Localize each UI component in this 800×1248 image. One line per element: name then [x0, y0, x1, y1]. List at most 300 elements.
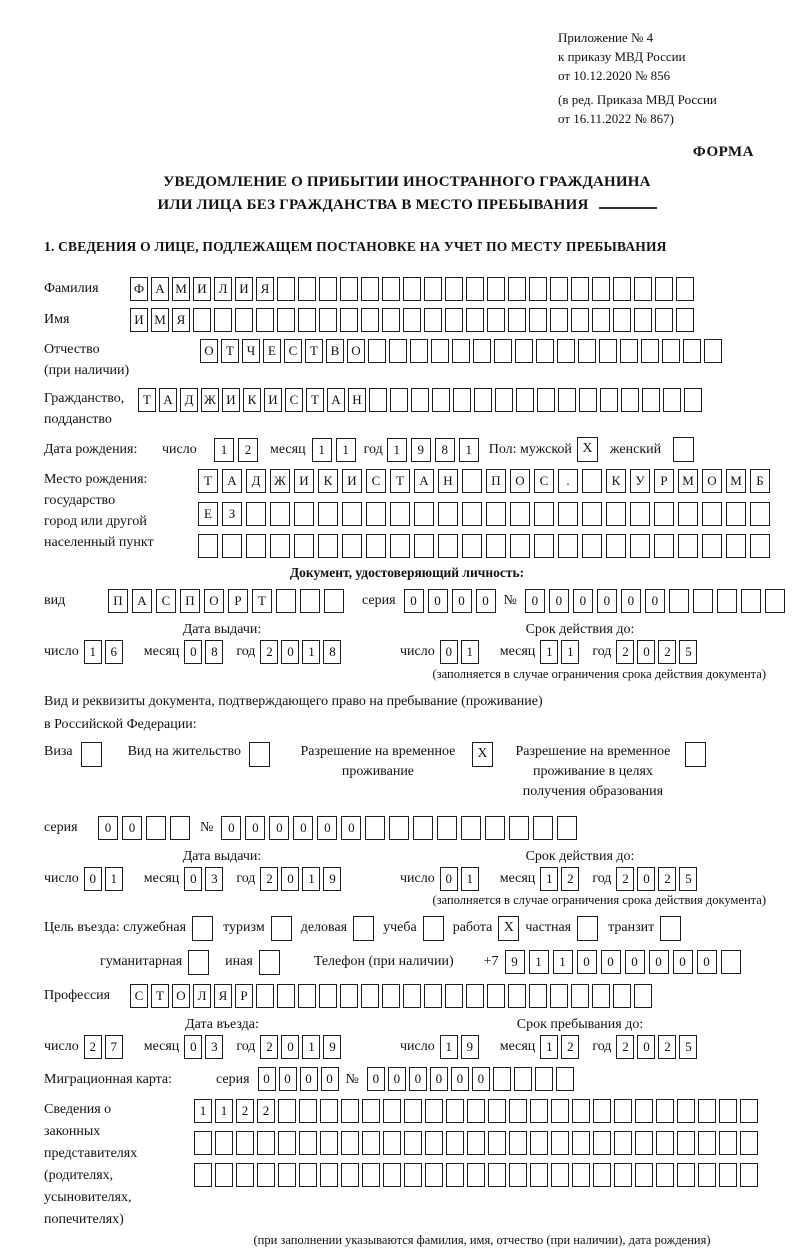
- char-cell[interactable]: 1: [561, 640, 579, 664]
- char-cell[interactable]: 2: [260, 1035, 278, 1059]
- char-cell[interactable]: М: [726, 469, 746, 493]
- char-cell[interactable]: [294, 502, 314, 526]
- char-cell[interactable]: Н: [348, 388, 366, 412]
- char-cell[interactable]: 0: [430, 1067, 448, 1091]
- char-cell[interactable]: [404, 1163, 422, 1187]
- char-cell[interactable]: 8: [205, 640, 223, 664]
- char-cell[interactable]: 7: [105, 1035, 123, 1059]
- char-cell[interactable]: [320, 1099, 338, 1123]
- char-cell[interactable]: [654, 534, 674, 558]
- char-cell[interactable]: [235, 308, 253, 332]
- char-cell[interactable]: [495, 388, 513, 412]
- char-cell[interactable]: [572, 1099, 590, 1123]
- char-cell[interactable]: 2: [658, 1035, 676, 1059]
- char-cell[interactable]: [676, 277, 694, 301]
- char-cell[interactable]: Е: [198, 502, 218, 526]
- char-cell[interactable]: [509, 816, 529, 840]
- char-cell[interactable]: 0: [649, 950, 669, 974]
- char-cell[interactable]: Т: [138, 388, 156, 412]
- char-cell[interactable]: [719, 1163, 737, 1187]
- char-cell[interactable]: [693, 589, 713, 613]
- char-cell[interactable]: 8: [435, 438, 455, 462]
- char-cell[interactable]: Л: [193, 984, 211, 1008]
- char-cell[interactable]: [270, 534, 290, 558]
- checkbox-work[interactable]: X: [498, 916, 519, 941]
- char-cell[interactable]: У: [630, 469, 650, 493]
- char-cell[interactable]: [558, 502, 578, 526]
- char-cell[interactable]: С: [130, 984, 148, 1008]
- char-cell[interactable]: [246, 502, 266, 526]
- checkbox-male[interactable]: X: [577, 437, 598, 462]
- char-cell[interactable]: [424, 984, 442, 1008]
- char-cell[interactable]: 1: [459, 438, 479, 462]
- char-cell[interactable]: [215, 1163, 233, 1187]
- char-cell[interactable]: [509, 1163, 527, 1187]
- char-cell[interactable]: 0: [697, 950, 717, 974]
- char-cell[interactable]: [446, 1163, 464, 1187]
- char-cell[interactable]: И: [342, 469, 362, 493]
- char-cell[interactable]: И: [235, 277, 253, 301]
- char-cell[interactable]: [678, 534, 698, 558]
- char-cell[interactable]: П: [180, 589, 200, 613]
- char-cell[interactable]: [656, 1163, 674, 1187]
- char-cell[interactable]: Д: [180, 388, 198, 412]
- char-cell[interactable]: 5: [679, 1035, 697, 1059]
- char-cell[interactable]: 9: [461, 1035, 479, 1059]
- char-cell[interactable]: [702, 534, 722, 558]
- char-cell[interactable]: О: [510, 469, 530, 493]
- char-cell[interactable]: 0: [388, 1067, 406, 1091]
- checkbox-female[interactable]: [673, 437, 694, 462]
- char-cell[interactable]: 1: [302, 640, 320, 664]
- char-cell[interactable]: [382, 984, 400, 1008]
- char-cell[interactable]: [535, 1067, 553, 1091]
- char-cell[interactable]: [572, 1163, 590, 1187]
- char-cell[interactable]: [551, 1163, 569, 1187]
- char-cell[interactable]: 0: [321, 1067, 339, 1091]
- char-cell[interactable]: 2: [84, 1035, 102, 1059]
- char-cell[interactable]: 2: [658, 640, 676, 664]
- char-cell[interactable]: [365, 816, 385, 840]
- char-cell[interactable]: [487, 984, 505, 1008]
- char-cell[interactable]: [461, 816, 481, 840]
- char-cell[interactable]: 8: [323, 640, 341, 664]
- char-cell[interactable]: 1: [312, 438, 332, 462]
- char-cell[interactable]: [298, 277, 316, 301]
- char-cell[interactable]: 1: [194, 1099, 212, 1123]
- checkbox-official[interactable]: [192, 916, 213, 941]
- char-cell[interactable]: [740, 1099, 758, 1123]
- char-cell[interactable]: С: [534, 469, 554, 493]
- char-cell[interactable]: [558, 388, 576, 412]
- char-cell[interactable]: 0: [549, 589, 569, 613]
- char-cell[interactable]: [515, 339, 533, 363]
- char-cell[interactable]: Н: [438, 469, 458, 493]
- char-cell[interactable]: О: [347, 339, 365, 363]
- checkbox-humanitarian[interactable]: [188, 950, 209, 975]
- char-cell[interactable]: [466, 984, 484, 1008]
- char-cell[interactable]: [403, 277, 421, 301]
- char-cell[interactable]: [557, 816, 577, 840]
- char-cell[interactable]: Т: [221, 339, 239, 363]
- char-cell[interactable]: [432, 388, 450, 412]
- char-cell[interactable]: 2: [616, 867, 634, 891]
- char-cell[interactable]: [403, 308, 421, 332]
- char-cell[interactable]: Т: [390, 469, 410, 493]
- char-cell[interactable]: [487, 277, 505, 301]
- char-cell[interactable]: Ж: [270, 469, 290, 493]
- char-cell[interactable]: [614, 1131, 632, 1155]
- char-cell[interactable]: [614, 1163, 632, 1187]
- char-cell[interactable]: 1: [553, 950, 573, 974]
- char-cell[interactable]: Л: [214, 277, 232, 301]
- char-cell[interactable]: [382, 308, 400, 332]
- char-cell[interactable]: [656, 1099, 674, 1123]
- char-cell[interactable]: О: [200, 339, 218, 363]
- char-cell[interactable]: 0: [621, 589, 641, 613]
- checkbox-edu-permit[interactable]: [685, 742, 706, 767]
- char-cell[interactable]: [606, 534, 626, 558]
- char-cell[interactable]: [677, 1163, 695, 1187]
- char-cell[interactable]: [621, 388, 639, 412]
- char-cell[interactable]: [424, 308, 442, 332]
- char-cell[interactable]: А: [327, 388, 345, 412]
- checkbox-study[interactable]: [423, 916, 444, 941]
- char-cell[interactable]: [494, 339, 512, 363]
- char-cell[interactable]: 2: [616, 640, 634, 664]
- char-cell[interactable]: [740, 1131, 758, 1155]
- char-cell[interactable]: [529, 984, 547, 1008]
- char-cell[interactable]: 0: [269, 816, 289, 840]
- char-cell[interactable]: [613, 277, 631, 301]
- char-cell[interactable]: 0: [440, 867, 458, 891]
- char-cell[interactable]: [508, 308, 526, 332]
- char-cell[interactable]: [698, 1163, 716, 1187]
- char-cell[interactable]: [278, 1099, 296, 1123]
- checkbox-residence-permit[interactable]: [249, 742, 270, 767]
- char-cell[interactable]: 1: [302, 1035, 320, 1059]
- char-cell[interactable]: [558, 534, 578, 558]
- char-cell[interactable]: М: [678, 469, 698, 493]
- char-cell[interactable]: 0: [281, 867, 299, 891]
- char-cell[interactable]: 0: [673, 950, 693, 974]
- char-cell[interactable]: [537, 388, 555, 412]
- char-cell[interactable]: [529, 308, 547, 332]
- char-cell[interactable]: [170, 816, 190, 840]
- char-cell[interactable]: 2: [236, 1099, 254, 1123]
- char-cell[interactable]: [509, 1131, 527, 1155]
- char-cell[interactable]: [488, 1163, 506, 1187]
- char-cell[interactable]: О: [204, 589, 224, 613]
- char-cell[interactable]: 0: [281, 640, 299, 664]
- char-cell[interactable]: [634, 308, 652, 332]
- checkbox-visa[interactable]: [81, 742, 102, 767]
- char-cell[interactable]: [236, 1163, 254, 1187]
- char-cell[interactable]: 0: [281, 1035, 299, 1059]
- char-cell[interactable]: 0: [451, 1067, 469, 1091]
- char-cell[interactable]: Т: [252, 589, 272, 613]
- char-cell[interactable]: 2: [561, 1035, 579, 1059]
- char-cell[interactable]: [719, 1131, 737, 1155]
- char-cell[interactable]: [509, 1099, 527, 1123]
- char-cell[interactable]: А: [151, 277, 169, 301]
- char-cell[interactable]: [341, 1131, 359, 1155]
- char-cell[interactable]: 2: [616, 1035, 634, 1059]
- char-cell[interactable]: [698, 1131, 716, 1155]
- char-cell[interactable]: [600, 388, 618, 412]
- char-cell[interactable]: [530, 1163, 548, 1187]
- char-cell[interactable]: 5: [679, 867, 697, 891]
- char-cell[interactable]: [630, 502, 650, 526]
- char-cell[interactable]: 0: [440, 640, 458, 664]
- char-cell[interactable]: 9: [411, 438, 431, 462]
- char-cell[interactable]: В: [326, 339, 344, 363]
- char-cell[interactable]: [510, 534, 530, 558]
- char-cell[interactable]: [257, 1131, 275, 1155]
- char-cell[interactable]: 2: [257, 1099, 275, 1123]
- char-cell[interactable]: [534, 502, 554, 526]
- char-cell[interactable]: [404, 1131, 422, 1155]
- char-cell[interactable]: [467, 1163, 485, 1187]
- char-cell[interactable]: 2: [260, 867, 278, 891]
- char-cell[interactable]: [318, 502, 338, 526]
- char-cell[interactable]: [493, 1067, 511, 1091]
- char-cell[interactable]: Е: [263, 339, 281, 363]
- char-cell[interactable]: 5: [679, 640, 697, 664]
- char-cell[interactable]: [341, 1099, 359, 1123]
- char-cell[interactable]: [270, 502, 290, 526]
- char-cell[interactable]: [198, 534, 218, 558]
- char-cell[interactable]: [654, 502, 674, 526]
- char-cell[interactable]: [257, 1163, 275, 1187]
- char-cell[interactable]: [362, 1099, 380, 1123]
- char-cell[interactable]: [593, 1163, 611, 1187]
- char-cell[interactable]: [536, 339, 554, 363]
- char-cell[interactable]: 0: [404, 589, 424, 613]
- char-cell[interactable]: [620, 339, 638, 363]
- char-cell[interactable]: [550, 308, 568, 332]
- char-cell[interactable]: [765, 589, 785, 613]
- char-cell[interactable]: [467, 1131, 485, 1155]
- char-cell[interactable]: [641, 339, 659, 363]
- char-cell[interactable]: [642, 388, 660, 412]
- char-cell[interactable]: 0: [317, 816, 337, 840]
- char-cell[interactable]: 0: [341, 816, 361, 840]
- char-cell[interactable]: [669, 589, 689, 613]
- char-cell[interactable]: [462, 469, 482, 493]
- char-cell[interactable]: С: [156, 589, 176, 613]
- char-cell[interactable]: А: [132, 589, 152, 613]
- char-cell[interactable]: [462, 534, 482, 558]
- char-cell[interactable]: О: [172, 984, 190, 1008]
- char-cell[interactable]: Р: [228, 589, 248, 613]
- char-cell[interactable]: Т: [151, 984, 169, 1008]
- char-cell[interactable]: [366, 534, 386, 558]
- char-cell[interactable]: [369, 388, 387, 412]
- char-cell[interactable]: [215, 1131, 233, 1155]
- char-cell[interactable]: [390, 502, 410, 526]
- char-cell[interactable]: [319, 277, 337, 301]
- char-cell[interactable]: [514, 1067, 532, 1091]
- char-cell[interactable]: Ф: [130, 277, 148, 301]
- char-cell[interactable]: [194, 1131, 212, 1155]
- checkbox-transit[interactable]: [660, 916, 681, 941]
- char-cell[interactable]: 0: [577, 950, 597, 974]
- char-cell[interactable]: [383, 1163, 401, 1187]
- char-cell[interactable]: [698, 1099, 716, 1123]
- char-cell[interactable]: [635, 1163, 653, 1187]
- char-cell[interactable]: [550, 277, 568, 301]
- char-cell[interactable]: [277, 984, 295, 1008]
- char-cell[interactable]: [704, 339, 722, 363]
- checkbox-temp-permit[interactable]: X: [472, 742, 493, 767]
- char-cell[interactable]: [614, 1099, 632, 1123]
- char-cell[interactable]: [717, 589, 737, 613]
- char-cell[interactable]: [599, 339, 617, 363]
- char-cell[interactable]: [146, 816, 166, 840]
- char-cell[interactable]: 0: [645, 589, 665, 613]
- char-cell[interactable]: 1: [540, 867, 558, 891]
- char-cell[interactable]: 0: [122, 816, 142, 840]
- char-cell[interactable]: [214, 308, 232, 332]
- char-cell[interactable]: [431, 339, 449, 363]
- char-cell[interactable]: 0: [300, 1067, 318, 1091]
- char-cell[interactable]: [278, 1131, 296, 1155]
- char-cell[interactable]: [473, 339, 491, 363]
- char-cell[interactable]: [556, 1067, 574, 1091]
- char-cell[interactable]: [529, 277, 547, 301]
- char-cell[interactable]: [488, 1131, 506, 1155]
- char-cell[interactable]: [222, 534, 242, 558]
- char-cell[interactable]: [446, 1131, 464, 1155]
- char-cell[interactable]: Т: [305, 339, 323, 363]
- char-cell[interactable]: [663, 388, 681, 412]
- char-cell[interactable]: [750, 502, 770, 526]
- char-cell[interactable]: [299, 1163, 317, 1187]
- char-cell[interactable]: [340, 984, 358, 1008]
- checkbox-business[interactable]: [353, 916, 374, 941]
- char-cell[interactable]: 1: [440, 1035, 458, 1059]
- char-cell[interactable]: [582, 502, 602, 526]
- char-cell[interactable]: [593, 1131, 611, 1155]
- char-cell[interactable]: [298, 984, 316, 1008]
- char-cell[interactable]: 0: [184, 1035, 202, 1059]
- char-cell[interactable]: [324, 589, 344, 613]
- char-cell[interactable]: [516, 388, 534, 412]
- char-cell[interactable]: [486, 534, 506, 558]
- char-cell[interactable]: [719, 1099, 737, 1123]
- char-cell[interactable]: Я: [256, 277, 274, 301]
- char-cell[interactable]: С: [284, 339, 302, 363]
- char-cell[interactable]: [361, 308, 379, 332]
- char-cell[interactable]: [193, 308, 211, 332]
- char-cell[interactable]: [655, 277, 673, 301]
- char-cell[interactable]: [557, 339, 575, 363]
- char-cell[interactable]: 1: [302, 867, 320, 891]
- char-cell[interactable]: [446, 1099, 464, 1123]
- char-cell[interactable]: [508, 984, 526, 1008]
- char-cell[interactable]: 0: [98, 816, 118, 840]
- char-cell[interactable]: 1: [540, 640, 558, 664]
- char-cell[interactable]: Д: [246, 469, 266, 493]
- char-cell[interactable]: [582, 469, 602, 493]
- char-cell[interactable]: 1: [540, 1035, 558, 1059]
- char-cell[interactable]: [438, 502, 458, 526]
- char-cell[interactable]: Т: [306, 388, 324, 412]
- char-cell[interactable]: [684, 388, 702, 412]
- char-cell[interactable]: [634, 277, 652, 301]
- checkbox-private[interactable]: [577, 916, 598, 941]
- char-cell[interactable]: К: [606, 469, 626, 493]
- char-cell[interactable]: [414, 534, 434, 558]
- char-cell[interactable]: И: [130, 308, 148, 332]
- char-cell[interactable]: [508, 277, 526, 301]
- char-cell[interactable]: [403, 984, 421, 1008]
- char-cell[interactable]: [462, 502, 482, 526]
- char-cell[interactable]: [256, 308, 274, 332]
- char-cell[interactable]: 0: [184, 640, 202, 664]
- char-cell[interactable]: [485, 816, 505, 840]
- char-cell[interactable]: [551, 1131, 569, 1155]
- char-cell[interactable]: [677, 1131, 695, 1155]
- char-cell[interactable]: [474, 388, 492, 412]
- char-cell[interactable]: П: [486, 469, 506, 493]
- char-cell[interactable]: [246, 534, 266, 558]
- char-cell[interactable]: [342, 534, 362, 558]
- char-cell[interactable]: И: [222, 388, 240, 412]
- char-cell[interactable]: 0: [637, 867, 655, 891]
- char-cell[interactable]: [411, 388, 429, 412]
- char-cell[interactable]: [579, 388, 597, 412]
- char-cell[interactable]: [726, 534, 746, 558]
- char-cell[interactable]: [488, 1099, 506, 1123]
- char-cell[interactable]: [634, 984, 652, 1008]
- char-cell[interactable]: [550, 984, 568, 1008]
- char-cell[interactable]: [425, 1131, 443, 1155]
- char-cell[interactable]: [368, 339, 386, 363]
- char-cell[interactable]: 0: [597, 589, 617, 613]
- char-cell[interactable]: [662, 339, 680, 363]
- char-cell[interactable]: [530, 1131, 548, 1155]
- char-cell[interactable]: [571, 308, 589, 332]
- char-cell[interactable]: [366, 502, 386, 526]
- char-cell[interactable]: [256, 984, 274, 1008]
- char-cell[interactable]: 0: [367, 1067, 385, 1091]
- char-cell[interactable]: [300, 589, 320, 613]
- char-cell[interactable]: К: [318, 469, 338, 493]
- char-cell[interactable]: 2: [260, 640, 278, 664]
- char-cell[interactable]: З: [222, 502, 242, 526]
- char-cell[interactable]: [606, 502, 626, 526]
- char-cell[interactable]: А: [159, 388, 177, 412]
- char-cell[interactable]: [424, 277, 442, 301]
- char-cell[interactable]: 0: [525, 589, 545, 613]
- char-cell[interactable]: [533, 816, 553, 840]
- char-cell[interactable]: [340, 308, 358, 332]
- char-cell[interactable]: [578, 339, 596, 363]
- char-cell[interactable]: И: [264, 388, 282, 412]
- char-cell[interactable]: [319, 984, 337, 1008]
- char-cell[interactable]: [319, 308, 337, 332]
- char-cell[interactable]: [655, 308, 673, 332]
- char-cell[interactable]: [613, 308, 631, 332]
- char-cell[interactable]: [702, 502, 722, 526]
- char-cell[interactable]: 1: [84, 640, 102, 664]
- char-cell[interactable]: Р: [235, 984, 253, 1008]
- char-cell[interactable]: [635, 1099, 653, 1123]
- char-cell[interactable]: [389, 816, 409, 840]
- checkbox-other[interactable]: [259, 950, 280, 975]
